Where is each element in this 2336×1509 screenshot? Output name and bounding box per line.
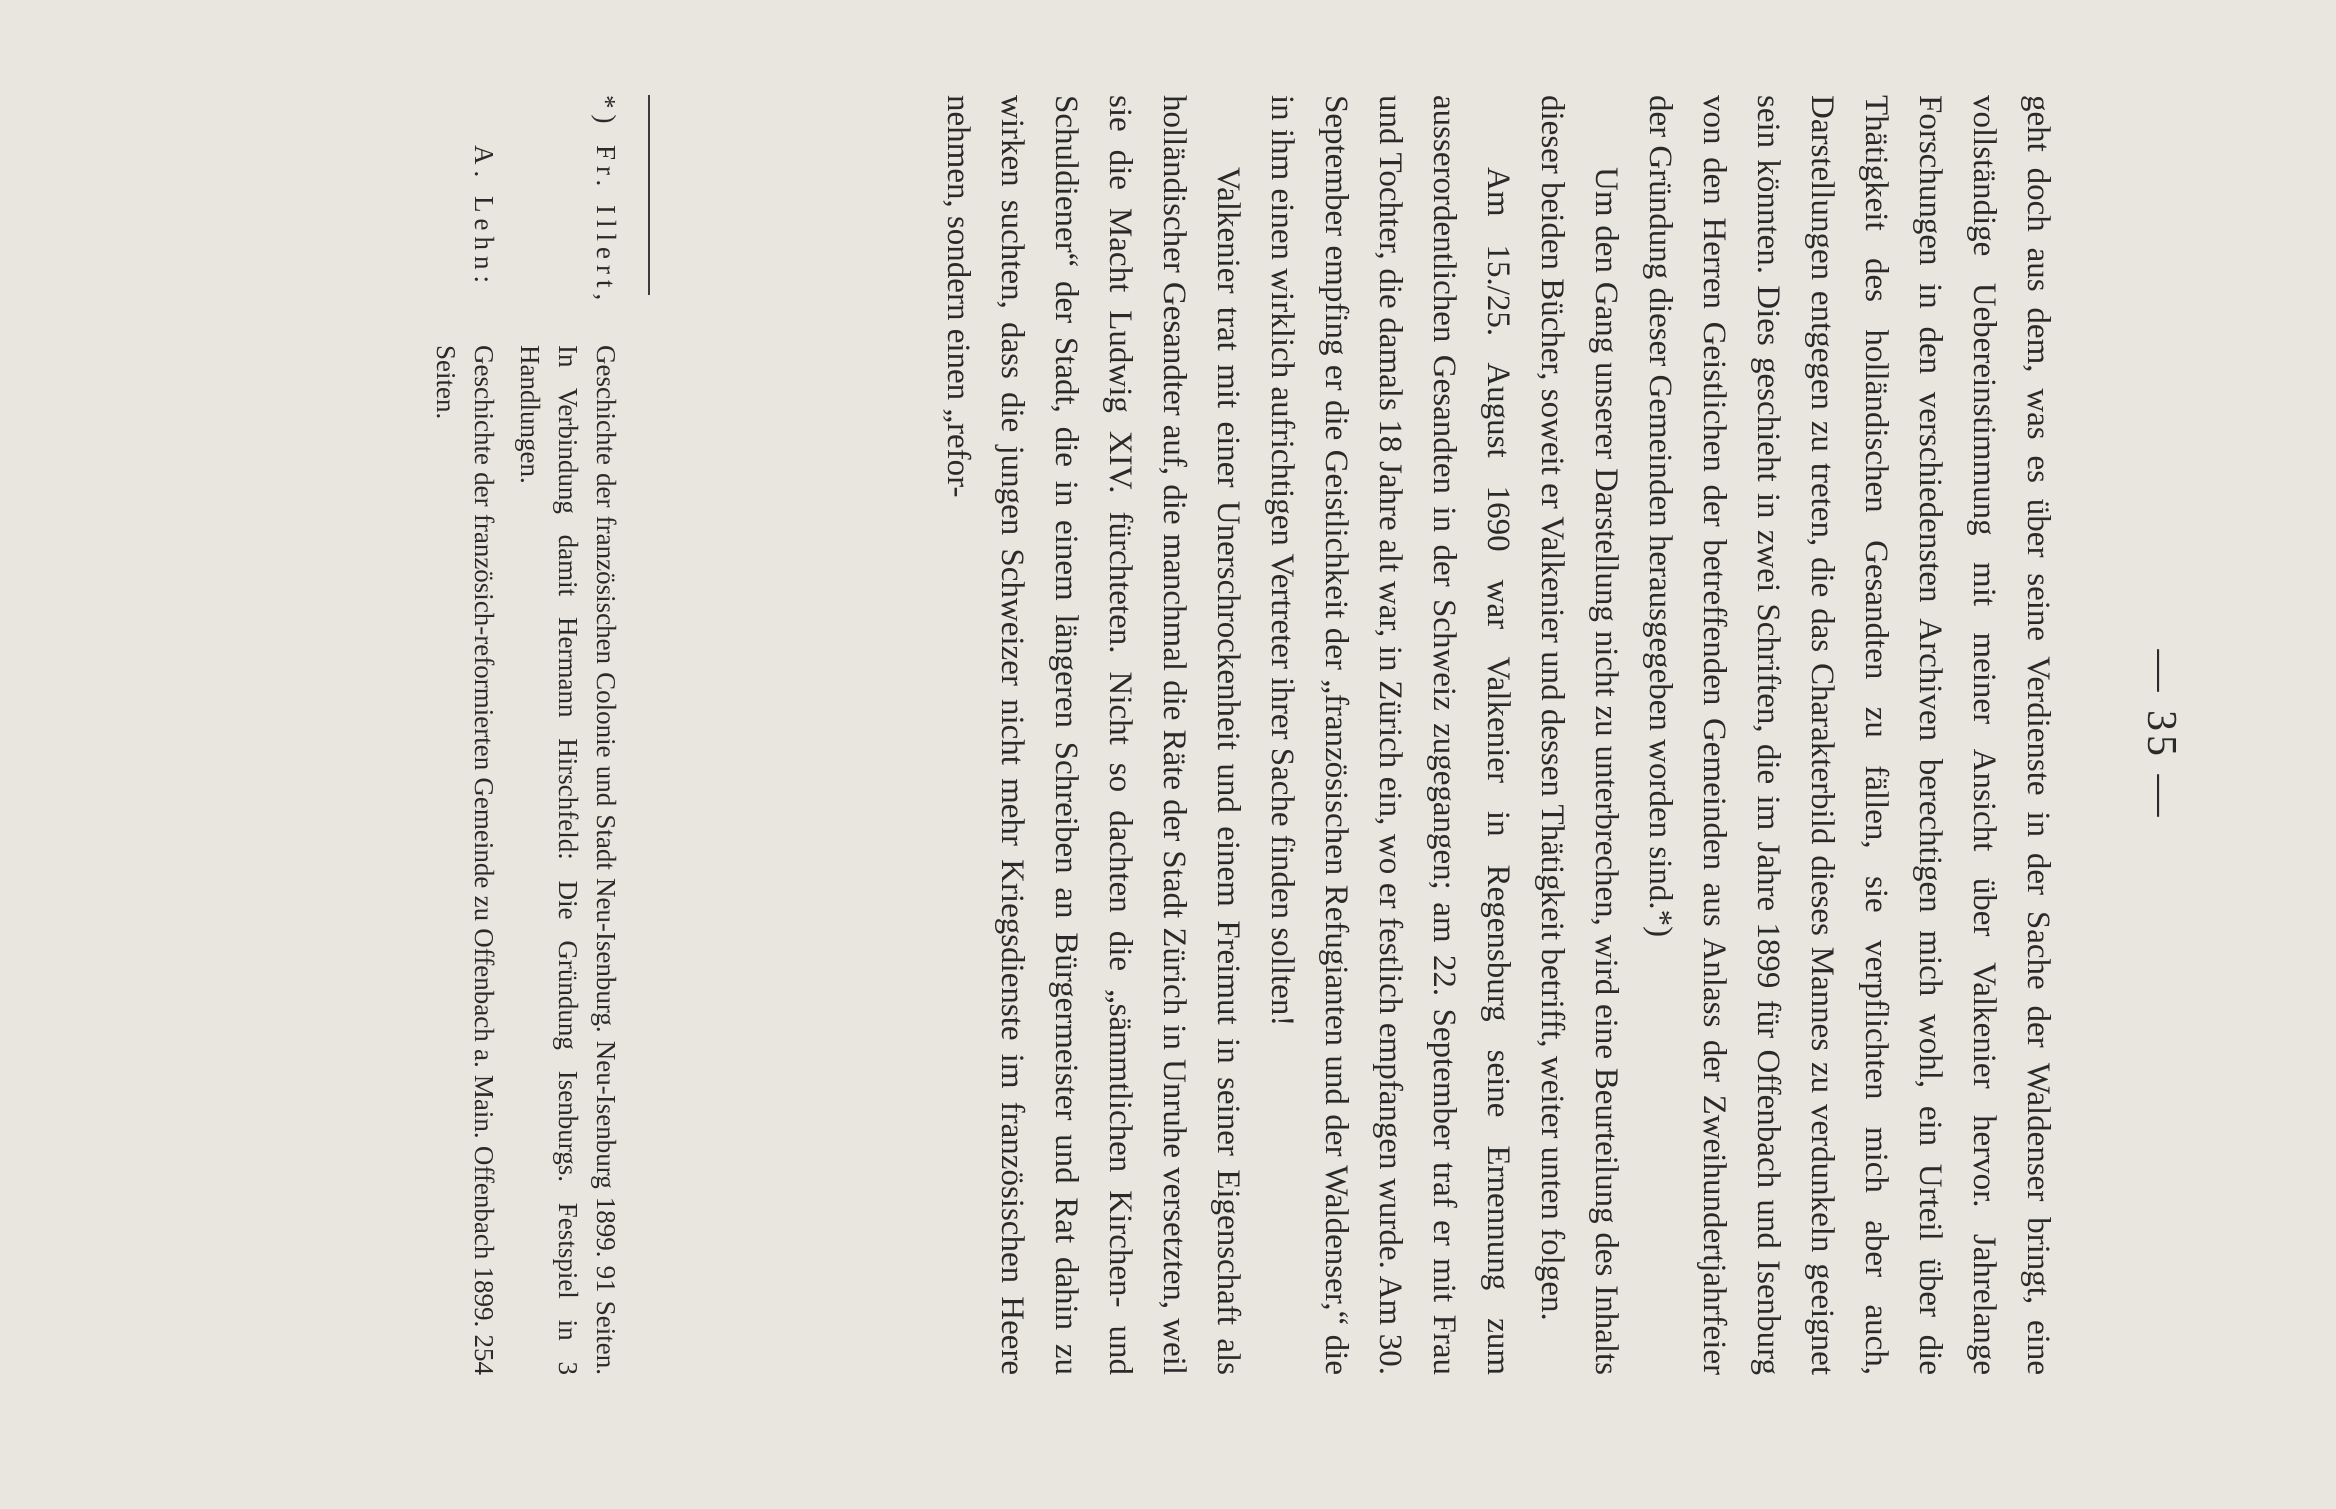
- paragraph: geht doch aus dem, was es über seine Verdienste in der Sache der Waldenser bringt, eine vollständige Uebereinstimmung mit meiner Ansicht über Valkenier hervor. Jahrelange Forschungen in den verschiedensten Archiven berechtigen mich wohl, ein Urteil über die Thätigkeit des holländischen Gesandten zu fällen, sie verpflichten mich aber auch, Darstellungen entgegen zu treten, die das Charakterbild dieses Mannes zu verdunkeln geeignet sein könnten. Dies geschieht in zwei Schriften, die im Jahre 1899 für Offenbach und Isenburg von den Herren Geistlichen der betreffenden Gemeinden aus Anlass der Zweihundertjahrfeier der Gründung dieser Gemeinden herausgegeben worden sind.*): [1642, 95, 2056, 1375]
- page-number: — 35 —: [2138, 649, 2184, 821]
- paragraph: Um den Gang unserer Darstellung nicht zu unterbrechen, wird eine Beurteilung des Inhalts dieser beiden Bücher, soweit er Valkenier und dessen Thätigkeit betrifft, weiter unten folgen.: [1534, 95, 1624, 1375]
- paragraph: Valkenier trat mit einer Unerschrockenheit und einem Freimut in seiner Eigenschaft als holländischer Gesandter auf, die manchmal die Räte der Stadt Zürich in Unruhe versetzten, weil sie die Macht Ludwig XIV. fürchteten. Nicht so dachten die „sämmtlichen Kirchen- und Schuldiener“ der Stadt, die in einem längeren Schreiben an Bürgermeister und Rat dahin zu wirken suchten, dass die jungen Schweizer nicht mehr Kriegsdienste im französischen Heere nehmen, sondern einen „refor-: [940, 95, 1246, 1375]
- paragraph: Am 15./25. August 1690 war Valkenier in Regensburg seine Ernennung zum ausserordentlichen Gesandten in der Schweiz zugegangen; am 22. September traf er mit Frau und Tochter, die damals 18 Jahre alt war, in Zürich ein, wo er festlich empfangen wurde. Am 30. September empfing er die Geistlichkeit der „französischen Refugianten und der Waldenser,“ die in ihm einen wirklich aufrichtigen Vertreter ihrer Sache finden sollten!: [1264, 95, 1516, 1375]
- rotated-text-block: [135, 95, 2185, 1375]
- footnote-entry: [427, 95, 503, 1375]
- footnote-rule: [648, 95, 650, 295]
- footnote-marker: *): [591, 95, 621, 130]
- footnote-author: Fr. Illert,: [591, 145, 621, 307]
- footnote-author: A. Lehn:: [469, 145, 499, 289]
- body-text: [931, 95, 2065, 1375]
- footnote-entry: [511, 95, 625, 1375]
- footnote-text: Geschichte der französich-reformierten Gemeinde zu Offenbach a. Main. Offenbach 1899. 254 Seiten.: [431, 345, 499, 1375]
- footnotes: [419, 95, 625, 1375]
- footnote-text: Geschichte der französischen Colonie und Stadt Neu-Isenburg. Neu-Isenburg 1899. 91 Seiten. In Verbindung damit Hermann Hirschfeld: Die Gründung Isenburgs. Festspiel in 3 Handlungen.: [515, 345, 621, 1375]
